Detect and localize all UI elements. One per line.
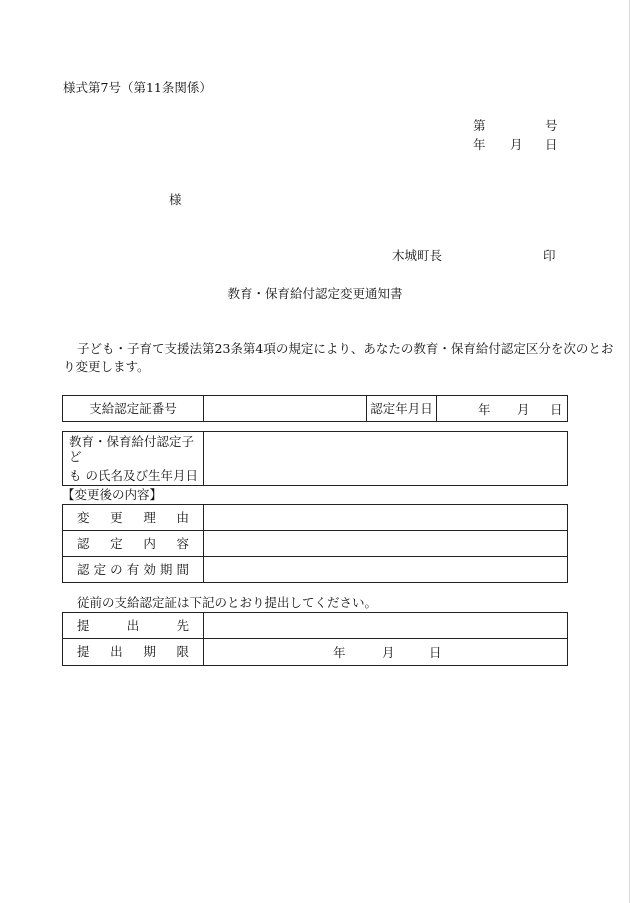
label-char: 間	[176, 561, 189, 577]
child-info-label	[63, 432, 204, 486]
change-reason-field[interactable]	[204, 505, 568, 531]
label-char: 期	[159, 561, 173, 577]
child-info-field[interactable]	[204, 432, 568, 486]
seal-mark: 印	[543, 248, 556, 263]
child-info-label-line1: 教育・保育給付認定子ど	[69, 433, 195, 465]
cert-date-field[interactable]	[437, 396, 568, 422]
cert-number-field[interactable]	[204, 396, 367, 422]
changes-section-label: 【変更後の内容】	[62, 487, 163, 502]
validity-period-label	[63, 557, 204, 583]
document-number-suffix: 号	[545, 118, 558, 133]
body-text-line1: 子ども・子育て支援法第23条第4項の規定により、あなたの教育・保育給付認定区分を次のとお	[77, 341, 614, 356]
label-char: 容	[176, 535, 189, 551]
label-char: 先	[176, 617, 189, 633]
issue-date-year: 年	[473, 137, 486, 152]
submission-destination-label	[63, 613, 204, 639]
deadline-day: 日	[429, 645, 442, 660]
label-char: 認	[77, 535, 90, 551]
label-char: 更	[110, 509, 123, 525]
cert-date-label: 認定年月日	[367, 396, 437, 422]
changes-table	[62, 504, 568, 583]
label-char: 変	[77, 509, 90, 525]
recipient-honorific: 様	[169, 192, 182, 207]
certification-content-field[interactable]	[204, 531, 568, 557]
table-row	[63, 557, 568, 583]
submission-note: 従前の支給認定証は下記のとおり提出してください。	[77, 595, 378, 610]
label-char: 内	[143, 535, 156, 551]
document-number-prefix: 第	[473, 118, 486, 133]
document-title: 教育・保育給付認定変更通知書	[227, 286, 403, 301]
label-char: 期	[143, 644, 156, 660]
submission-deadline-field[interactable]	[204, 639, 568, 666]
label-char: 効	[143, 561, 156, 577]
table-row	[63, 505, 568, 531]
form-number: 様式第7号（第11条関係）	[63, 80, 212, 95]
cert-date-year: 年	[478, 402, 491, 417]
submission-deadline-label	[63, 639, 204, 666]
label-char: の	[110, 561, 123, 577]
label-char: 限	[176, 644, 189, 660]
label-char: 提	[77, 644, 90, 660]
issuer-name: 木城町長	[392, 248, 443, 263]
label-char: 認	[77, 561, 90, 577]
label-char: 定	[110, 535, 123, 551]
label-char: 定	[93, 561, 107, 577]
label-char: 出	[110, 644, 123, 660]
label-char: 提	[77, 617, 90, 633]
issue-date-day: 日	[545, 137, 558, 152]
cert-number-label: 支給認定証番号	[63, 396, 204, 422]
label-char: 出	[126, 617, 140, 633]
submission-destination-field[interactable]	[204, 613, 568, 639]
certificate-table	[62, 395, 568, 422]
cert-date-month: 月	[517, 402, 530, 417]
certification-content-label	[63, 531, 204, 557]
child-info-table	[62, 431, 568, 486]
submission-table	[62, 612, 568, 666]
child-info-label-line2: も の氏名及び生年月日	[69, 467, 198, 483]
issue-date-month: 月	[510, 137, 523, 152]
body-text-line2: り変更します。	[63, 359, 150, 374]
change-reason-label	[63, 505, 204, 531]
cert-date-day: 日	[550, 402, 563, 417]
label-char: 有	[126, 561, 140, 577]
table-row	[63, 639, 568, 666]
label-char: 理	[143, 509, 156, 525]
table-row	[63, 613, 568, 639]
deadline-year: 年	[333, 645, 346, 660]
validity-period-field[interactable]	[204, 557, 568, 583]
label-char: 由	[176, 509, 189, 525]
deadline-month: 月	[382, 645, 395, 660]
table-row	[63, 531, 568, 557]
